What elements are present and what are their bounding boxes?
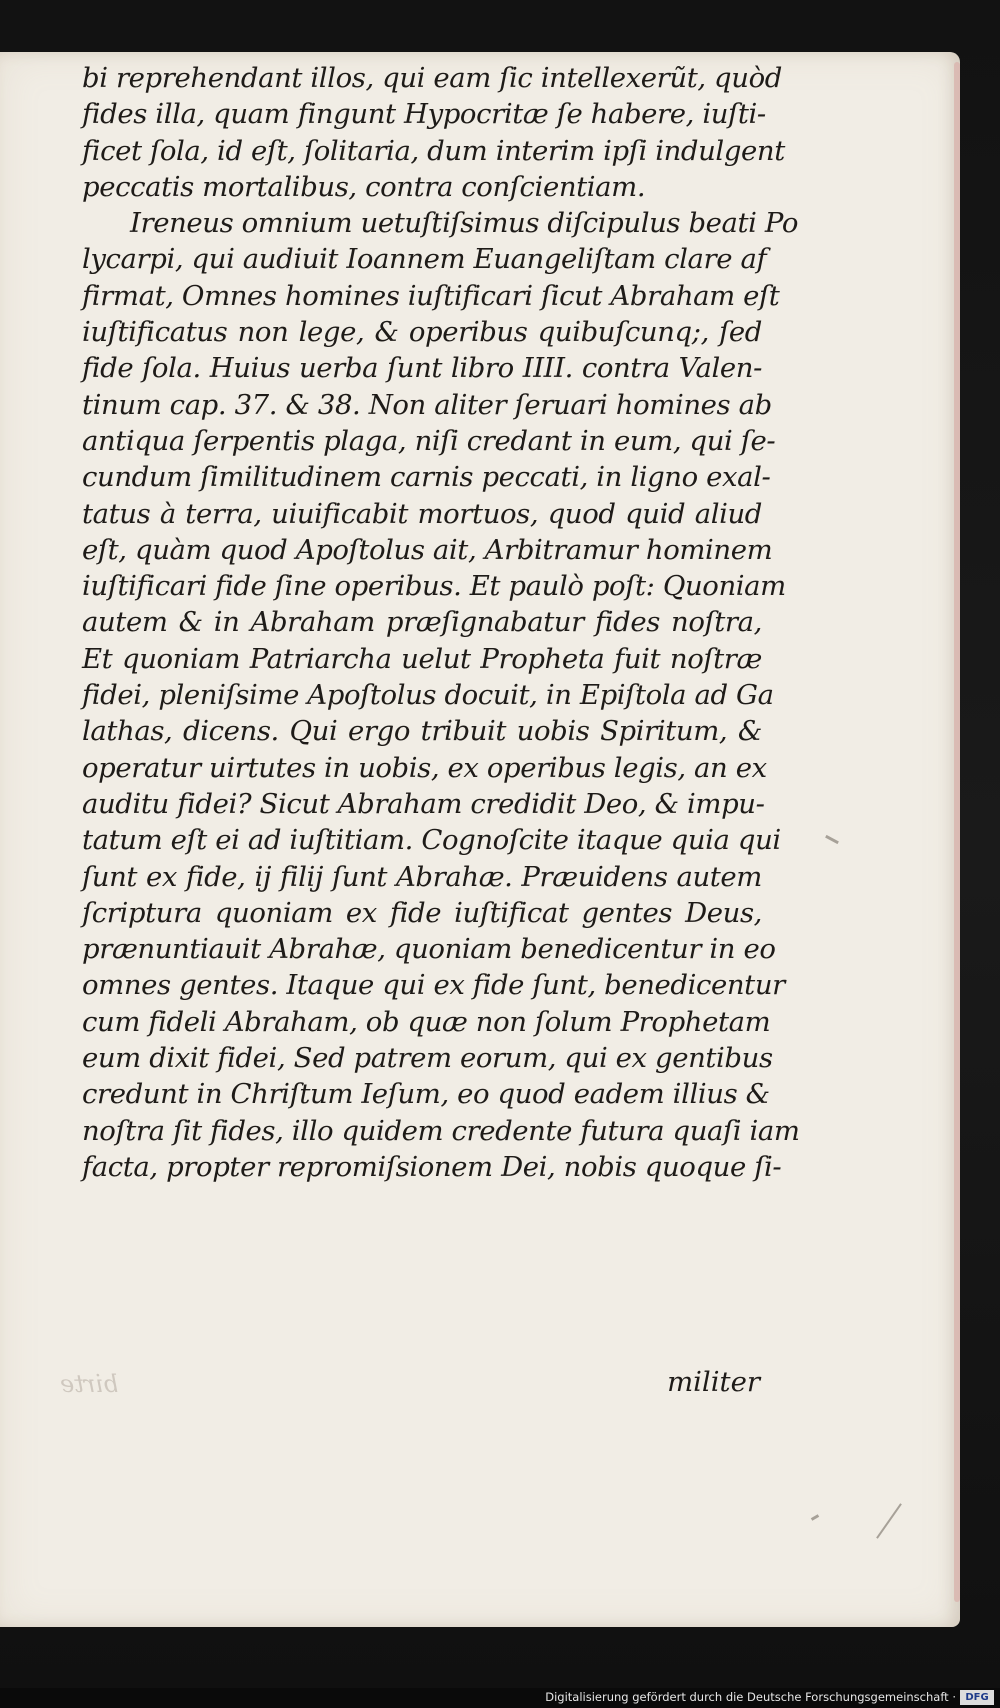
text-line: noſtra ſit fides, illo quidem credente futura quaſi iam	[82, 1114, 800, 1147]
text-line: cum fideli Abraham, ob quæ non ſolum Prophetam	[82, 1005, 771, 1038]
text-line: tatus à terra, uiuificabit mortuos, quod quid aliud	[82, 497, 762, 530]
text-line: omnes gentes. Itaque qui ex fide ſunt, benedicentur	[82, 969, 785, 1002]
text-line: facta, propter repromiſsionem Dei, nobis quoque ſi-	[82, 1150, 782, 1183]
footer-credit: Digitalisierung gefördert durch die Deutsche Forschungsgemeinschaft ·	[545, 1690, 956, 1704]
page-edge	[954, 62, 960, 1602]
text-line: firmat, Omnes homines iuſtificari ſicut Abraham eſt	[82, 279, 780, 312]
text-line: fide ſola. Huius uerba ſunt libro IIII. contra Valen-	[82, 352, 762, 385]
text-line: operatur uirtutes in uobis, ex operibus legis, an ex	[82, 751, 767, 784]
text-line: iuſtificari fide ſine operibus. Et paulò poſt: Quoniam	[82, 570, 786, 603]
text-line: antiqua ſerpentis plaga, niſi credant in eum, qui ſe-	[82, 424, 776, 457]
text-line: credunt in Chriſtum Ieſum, eo quod eadem illius &	[82, 1078, 770, 1111]
bleed-through-text: birte	[60, 1370, 119, 1398]
text-line: tinum cap. 37. & 38. Non aliter ſeruari homines ab	[82, 388, 772, 421]
text-line: Et quoniam Patriarcha uelut Propheta fuit noſtræ	[82, 642, 762, 675]
text-line: tatum eſt ei ad iuſtitiam. Cognoſcite itaque quia qui	[82, 824, 781, 857]
text-line: autem & in Abraham præſignabatur fides noſtra,	[82, 606, 762, 639]
text-line: auditu fidei? Sicut Abraham credidit Deo, & impu-	[82, 787, 765, 820]
text-line: lycarpi, qui audiuit Ioannem Euangeliſtam clare af	[82, 243, 767, 276]
text-line: ſcriptura quoniam ex fide iuſtificat gentes Deus,	[82, 896, 762, 929]
text-line: fidei, pleniſsime Apoſtolus docuit, in Epiſtola ad Ga	[82, 679, 774, 712]
dfg-logo: DFG	[960, 1690, 994, 1705]
text-line: iuſtificatus non lege, & operibus quibuſcunq;, ſed	[82, 316, 762, 349]
text-line: prænuntiauit Abrahæ, quoniam benedicentur in eo	[82, 933, 776, 966]
text-line: ficet ſola, id eſt, ſolitaria, dum interim ipſi indulgent	[82, 134, 785, 167]
text-line: eum dixit fidei, Sed patrem eorum, qui ex gentibus	[82, 1042, 773, 1075]
text-line: ſunt ex fide, ij filij ſunt Abrahæ. Præuidens autem	[82, 860, 762, 893]
text-line: peccatis mortalibus, contra conſcientiam.	[82, 170, 646, 203]
text-line: lathas, dicens. Qui ergo tribuit uobis Spiritum, &	[82, 715, 762, 748]
text-line: eſt, quàm quod Apoſtolus ait, Arbitramur hominem	[82, 533, 773, 566]
text-line: cundum ſimilitudinem carnis peccati, in ligno exal-	[82, 461, 771, 494]
text-line: bi reprehendant illos, qui eam ſic intellexerũt, quòd	[82, 62, 782, 94]
text-line-paragraph-start: Ireneus omnium uetuſtiſsimus diſcipulus beati Po	[130, 207, 799, 240]
text-line: fides illa, quam fingunt Hypocritæ ſe habere, iuſti-	[82, 98, 766, 131]
page-text-block	[82, 60, 800, 1185]
catchword: militer	[667, 1366, 760, 1398]
